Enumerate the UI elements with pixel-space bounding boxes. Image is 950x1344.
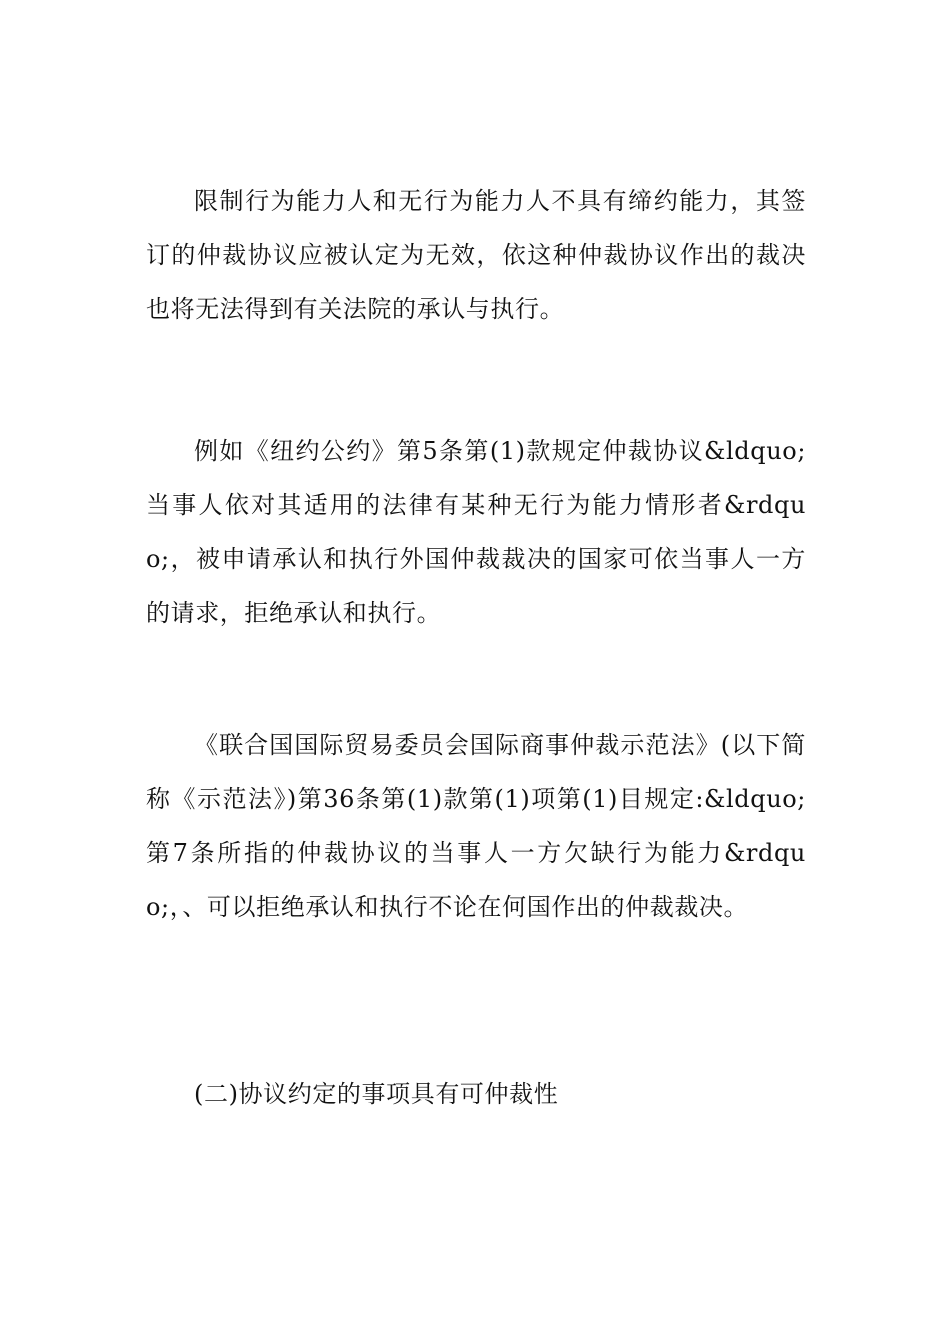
- paragraph-capacity-rule: 限制行为能力人和无行为能力人不具有缔约能力，其签订的仲裁协议应被认定为无效，依这种仲裁协议作出的裁决也将无法得到有关法院的承认与执行。: [146, 187, 806, 323]
- section-heading-arbitrability: (二)协议约定的事项具有可仲裁性: [194, 1080, 559, 1108]
- paragraph-new-york-convention: 例如《纽约公约》第5条第(1)款规定仲裁协议&ldquo;当事人依对其适用的法律有某种无行为能力情形者&rdquo;，被申请承认和执行外国仲裁裁决的国家可依当事人一方的请求，拒绝承认和执行。: [146, 437, 806, 627]
- paragraph-model-law: 《联合国国际贸易委员会国际商事仲裁示范法》(以下简称《示范法》)第36条第(1)款第(1)项第(1)目规定:&ldquo;第7条所指的仲裁协议的当事人一方欠缺行为能力&rdquo;，、可以拒绝承认和执行不论在何国作出的仲裁裁决。: [146, 731, 806, 921]
